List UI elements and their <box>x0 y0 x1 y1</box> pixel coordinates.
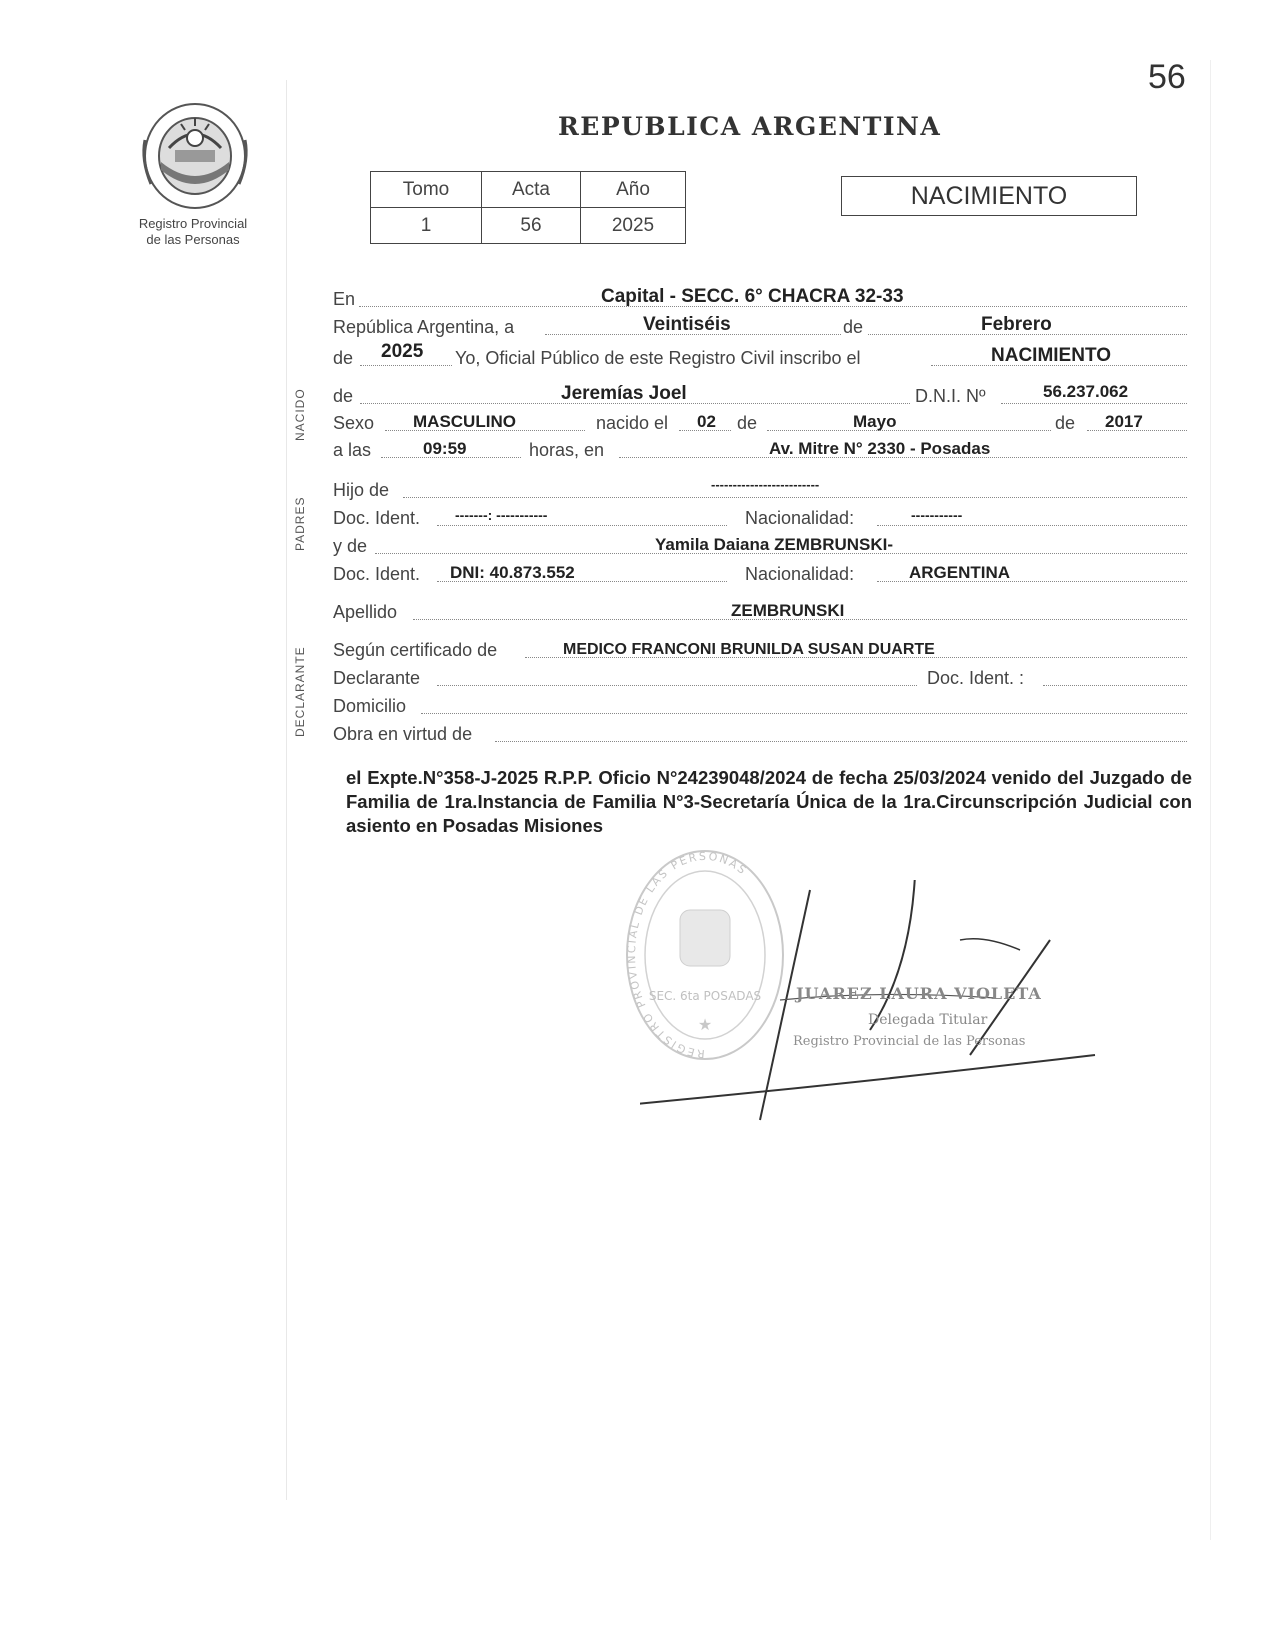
dni-value: 56.237.062 <box>1043 382 1129 401</box>
act-value: NACIMIENTO <box>991 345 1111 366</box>
svg-text:★: ★ <box>697 1017 713 1034</box>
legal-note: el Expte.N°358-J-2025 R.P.P. Oficio N°24239048/2024 de fecha 25/03/2024 venido del Juzgado de Familia de 1ra.Instancia de Familia N°3-Secretaría Única de la 1ra.Circunscripción Judicial con asiento en Posadas Misiones <box>346 767 1192 836</box>
line-mother-doc: Doc. Ident. DNI: 40.873.552 Nacionalidad: ARGENTINA <box>333 558 1187 588</box>
line-father: Hijo de ------------------------- <box>333 474 1187 504</box>
mother-nationality-value: ARGENTINA <box>909 563 1011 582</box>
signatory-role: Delegada Titular <box>868 1012 988 1028</box>
line-sex-birth: Sexo MASCULINO nacido el 02 de Mayo de 2017 <box>333 407 1187 437</box>
line-declarante: Declarante Doc. Ident. : <box>333 662 1187 692</box>
reference-table <box>370 171 686 244</box>
side-label-padres: PADRES <box>293 496 307 551</box>
stamp-inner-text: SEC. 6ta POSADAS <box>648 989 762 1003</box>
father-value: ------------------------- <box>711 477 820 492</box>
country-title: REPUBLICA ARGENTINA <box>558 112 942 141</box>
margin-line <box>286 80 287 1500</box>
line-certificate: Según certificado de MEDICO FRANCONI BRUNILDA SUSAN DUARTE <box>333 634 1187 664</box>
birth-month-value: Mayo <box>853 412 897 431</box>
year-value: 2025 <box>381 341 424 362</box>
anio-value: 2025 <box>581 208 686 244</box>
birth-time-value: 09:59 <box>423 439 467 458</box>
surname-value: ZEMBRUNSKI <box>731 601 845 620</box>
tomo-label: Tomo <box>371 172 482 208</box>
day-value: Veintiséis <box>643 314 731 335</box>
line-obra-virtud: Obra en virtud de <box>333 718 1187 748</box>
line-father-doc: Doc. Ident. -------: ----------- Nacionalidad: ----------- <box>333 502 1187 532</box>
father-nationality-value: ----------- <box>911 507 963 523</box>
stamp-ring-text: REGISTRO PROVINCIAL DE LAS PERSONAS <box>624 849 750 1061</box>
acta-label: Acta <box>482 172 581 208</box>
side-label-declarante: DECLARANTE <box>293 646 307 737</box>
birth-day-value: 02 <box>697 412 716 431</box>
birth-place-value: Av. Mitre N° 2330 - Posadas <box>769 439 991 458</box>
line-act: de 2025 Yo, Oficial Público de este Registro Civil inscribo el NACIMIENTO <box>333 342 1187 372</box>
right-margin-line <box>1210 60 1211 1540</box>
certificate-value: MEDICO FRANCONI BRUNILDA SUSAN DUARTE <box>563 641 935 658</box>
sex-value: MASCULINO <box>413 412 516 431</box>
line-domicilio: Domicilio <box>333 690 1187 720</box>
mother-value: Yamila Daiana ZEMBRUNSKI- <box>655 535 894 554</box>
line-date: República Argentina, a Veintiséis de Febrero <box>333 311 1187 341</box>
provincial-seal-logo-icon <box>139 100 251 212</box>
line-name: de Jeremías Joel D.N.I. Nº 56.237.062 <box>333 380 1187 410</box>
handwritten-signature-icon <box>640 880 1160 1130</box>
signatory-name: JUAREZ LAURA VIOLETA <box>796 984 1042 1003</box>
birth-year-value: 2017 <box>1105 412 1143 431</box>
side-label-nacido: NACIDO <box>293 388 307 441</box>
tomo-value: 1 <box>371 208 482 244</box>
line-place: En Capital - SECC. 6° CHACRA 32-33 <box>333 283 1187 313</box>
anio-label: Año <box>581 172 686 208</box>
page-number: 56 <box>1148 58 1186 96</box>
line-mother: y de Yamila Daiana ZEMBRUNSKI- <box>333 530 1187 560</box>
place-value: Capital - SECC. 6° CHACRA 32-33 <box>601 286 904 307</box>
registry-caption: Registro Provincial de las Personas <box>138 216 248 247</box>
child-name-value: Jeremías Joel <box>561 383 687 404</box>
record-type-box: NACIMIENTO <box>841 176 1137 216</box>
acta-value: 56 <box>482 208 581 244</box>
month-value: Febrero <box>981 314 1052 335</box>
mother-doc-value: DNI: 40.873.552 <box>450 563 575 582</box>
line-surname: Apellido ZEMBRUNSKI <box>333 596 1187 626</box>
father-doc-value: -------: ----------- <box>455 507 548 523</box>
line-time-place: a las 09:59 horas, en Av. Mitre N° 2330 - Posadas <box>333 434 1187 464</box>
signatory-organization: Registro Provincial de las Personas <box>793 1034 1026 1049</box>
